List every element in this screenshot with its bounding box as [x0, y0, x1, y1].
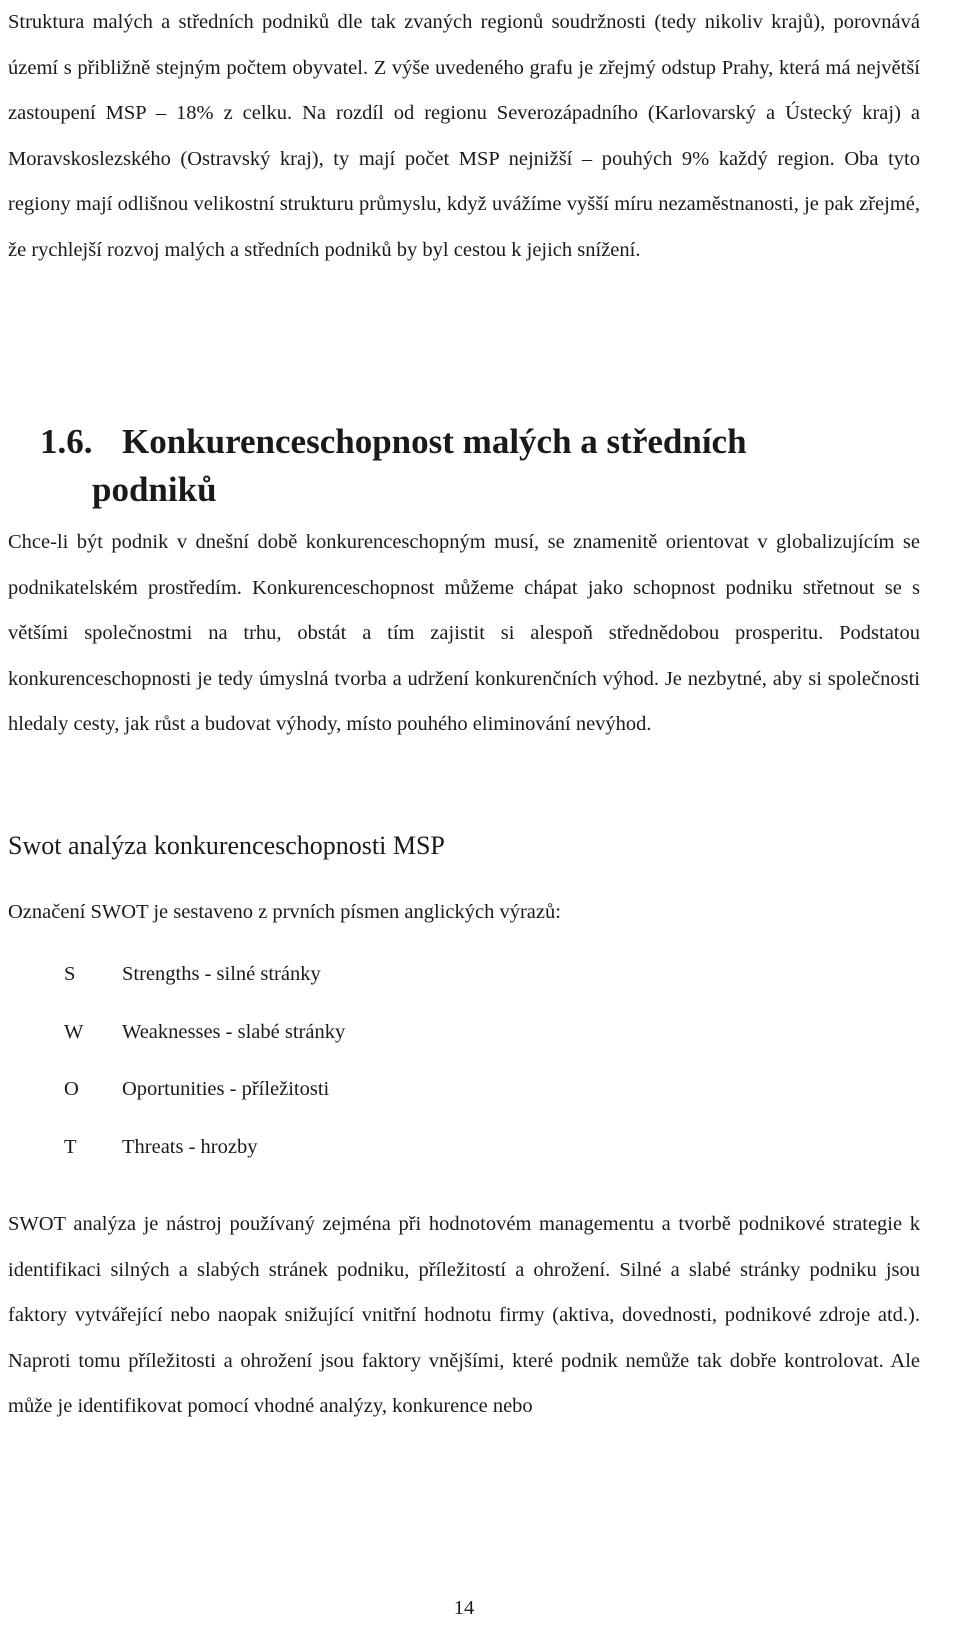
swot-letter: O	[64, 1078, 79, 1101]
swot-description: Oportunities - příležitosti	[122, 1078, 330, 1101]
section-heading	[40, 418, 900, 466]
swot-letter: W	[64, 1020, 84, 1043]
swot-letter: S	[64, 963, 76, 986]
swot-item-strengths	[64, 946, 345, 1004]
swot-item-opportunities	[64, 1061, 345, 1119]
swot-item-threats	[64, 1119, 345, 1177]
swot-description: Threats - hrozby	[122, 1135, 258, 1158]
swot-list	[64, 946, 345, 1176]
swot-description: Strengths - silné stránky	[122, 963, 321, 986]
section-number: 1.6.	[40, 422, 93, 461]
paragraph-regional-structure: Struktura malých a středních podniků dle tak zvaných regionů soudržnosti (tedy nikoliv krajů), porovnává území s přibližně stejným počtem obyvatel. Z výše uvedeného grafu je zřejmý odstup Prahy, která má největší zastoupení MSP – 18% z celku. Na rozdíl od regionu Severozápadního (Karlovarský a Ústecký kraj) a Moravskoslezského (Ostravský kraj), ty mají počet MSP nejnižší – pouhých 9% každý region. Oba tyto regiony mají odlišnou velikostní strukturu průmyslu, když uvážíme vyšší míru nezaměstnanosti, je pak zřejmé, že rychlejší rozvoj malých a středních podniků by byl cestou k jejich snížení.	[8, 11, 920, 261]
swot-description: Weaknesses - slabé stránky	[122, 1020, 346, 1043]
swot-item-weaknesses	[64, 1004, 345, 1062]
section-title-line-2: podniků	[92, 470, 217, 509]
paragraph-swot-explanation: SWOT analýza je nástroj používaný zejména při hodnotovém managementu a tvorbě podnikové strategie k identifikaci silných a slabých stránek podniku, příležitostí a ohrožení. Silné a slabé stránky podniku jsou faktory vytvářející nebo naopak snižující vnitřní hodnotu firmy (aktiva, dovednosti, podnikové zdroje atd.). Naproti tomu příležitosti a ohrožení jsou faktory vnějšími, které podnik nemůže tak dobře kontrolovat. Ale může je identifikovat pomocí vhodné analýzy, konkurence nebo	[8, 1213, 920, 1417]
section-title-line-1: Konkurenceschopnost malých a středních	[122, 422, 747, 461]
subsection-heading: Swot analýza konkurenceschopnosti MSP	[8, 831, 445, 860]
swot-letter: T	[64, 1135, 77, 1158]
swot-intro: Označení SWOT je sestaveno z prvních písmen anglických výrazů:	[8, 901, 561, 923]
page-number: 14	[453, 1597, 475, 1619]
paragraph-competitiveness: Chce-li být podnik v dnešní době konkurenceschopným musí, se znamenitě orientovat v globalizujícím se podnikatelském prostředím. Konkurenceschopnost můžeme chápat jako schopnost podniku střetnout se s většími společnostmi na trhu, obstát a tím zajistit si alespoň střednědobou prosperitu. Podstatou konkurenceschopnosti je tedy úmyslná tvorba a udržení konkurenčních výhod. Je nezbytné, aby si společnosti hledaly cesty, jak růst a budovat výhody, místo pouhého eliminování nevýhod.	[8, 531, 920, 735]
